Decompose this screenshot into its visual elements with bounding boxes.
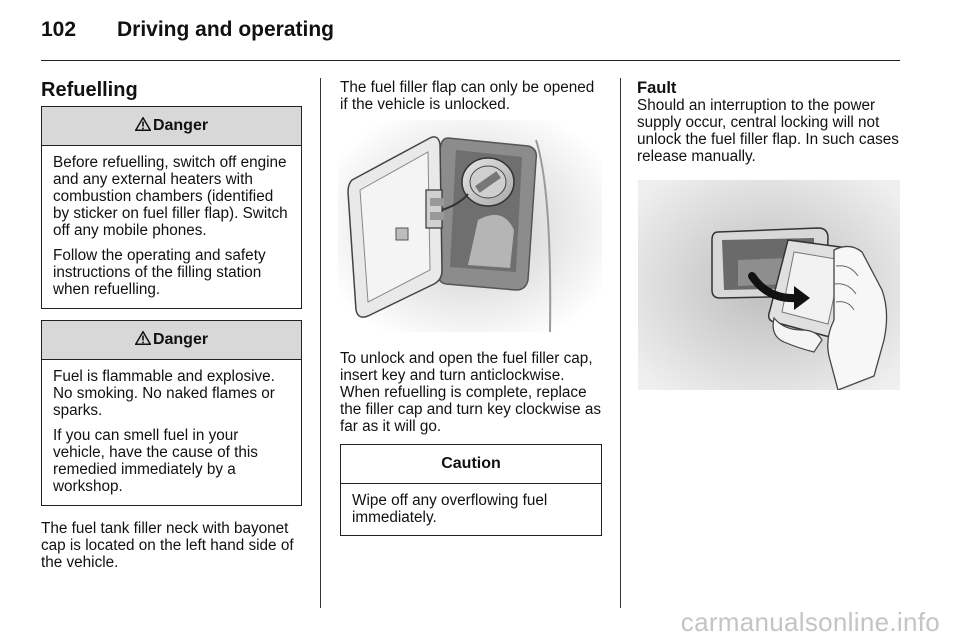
column-3 bbox=[637, 79, 899, 165]
fuel-filler-flap-illustration bbox=[338, 120, 602, 332]
manual-release-illustration bbox=[638, 180, 900, 390]
fault-heading: Fault bbox=[637, 79, 677, 97]
column-divider-2 bbox=[620, 78, 621, 608]
warning-triangle-icon bbox=[135, 331, 151, 345]
danger-heading: Danger bbox=[152, 331, 209, 348]
danger-box-header bbox=[42, 107, 301, 146]
danger-paragraph: Before refuelling, switch off engine and any external heaters with combustion chambers (identified by sticker on fuel filler flap). Switch off any mobile phones. bbox=[53, 154, 288, 239]
section-title: Refuelling bbox=[41, 79, 138, 101]
column-divider-1 bbox=[320, 78, 321, 608]
column-1 bbox=[41, 79, 302, 571]
watermark: carmanualsonline.info bbox=[680, 607, 940, 637]
warning-triangle-icon bbox=[135, 117, 151, 131]
caution-box-body bbox=[341, 484, 601, 535]
caution-heading: Caution bbox=[341, 445, 601, 484]
column-2-lower bbox=[340, 350, 602, 536]
danger-heading: Danger bbox=[152, 117, 209, 134]
danger-box-header bbox=[42, 321, 301, 360]
caution-text: Wipe off any overflowing fuel immediately. bbox=[352, 492, 548, 526]
danger-paragraph: Follow the operating and safety instructions of the filling station when refuelling. bbox=[53, 247, 266, 298]
caution-box bbox=[340, 444, 602, 536]
fault-text: Should an interruption to the power supply occur, central locking will not unlock the fuel filler flap. In such cases release manually. bbox=[637, 97, 899, 165]
page-number: 102 bbox=[41, 18, 77, 41]
unlock-instructions-text: To unlock and open the fuel filler cap, insert key and turn anticlockwise. When refuelling is complete, replace the filler cap and turn key clockwise as far as it will go. bbox=[340, 350, 602, 435]
danger-paragraph: Fuel is flammable and explosive. No smoking. No naked flames or sparks. bbox=[53, 368, 275, 419]
column-2 bbox=[340, 79, 602, 113]
flap-intro-text: The fuel filler flap can only be opened if the vehicle is unlocked. bbox=[340, 79, 595, 113]
filler-neck-text: The fuel tank filler neck with bayonet cap is located on the left hand side of the vehicle. bbox=[41, 520, 294, 571]
danger-paragraph: If you can smell fuel in your vehicle, have the cause of this remedied immediately by a workshop. bbox=[53, 427, 258, 495]
chapter-title: Driving and operating bbox=[117, 18, 335, 41]
danger-box-body bbox=[42, 360, 301, 505]
danger-box-2 bbox=[41, 320, 302, 506]
danger-box-body bbox=[42, 146, 301, 308]
danger-box-1 bbox=[41, 106, 302, 309]
header-rule bbox=[41, 60, 900, 61]
